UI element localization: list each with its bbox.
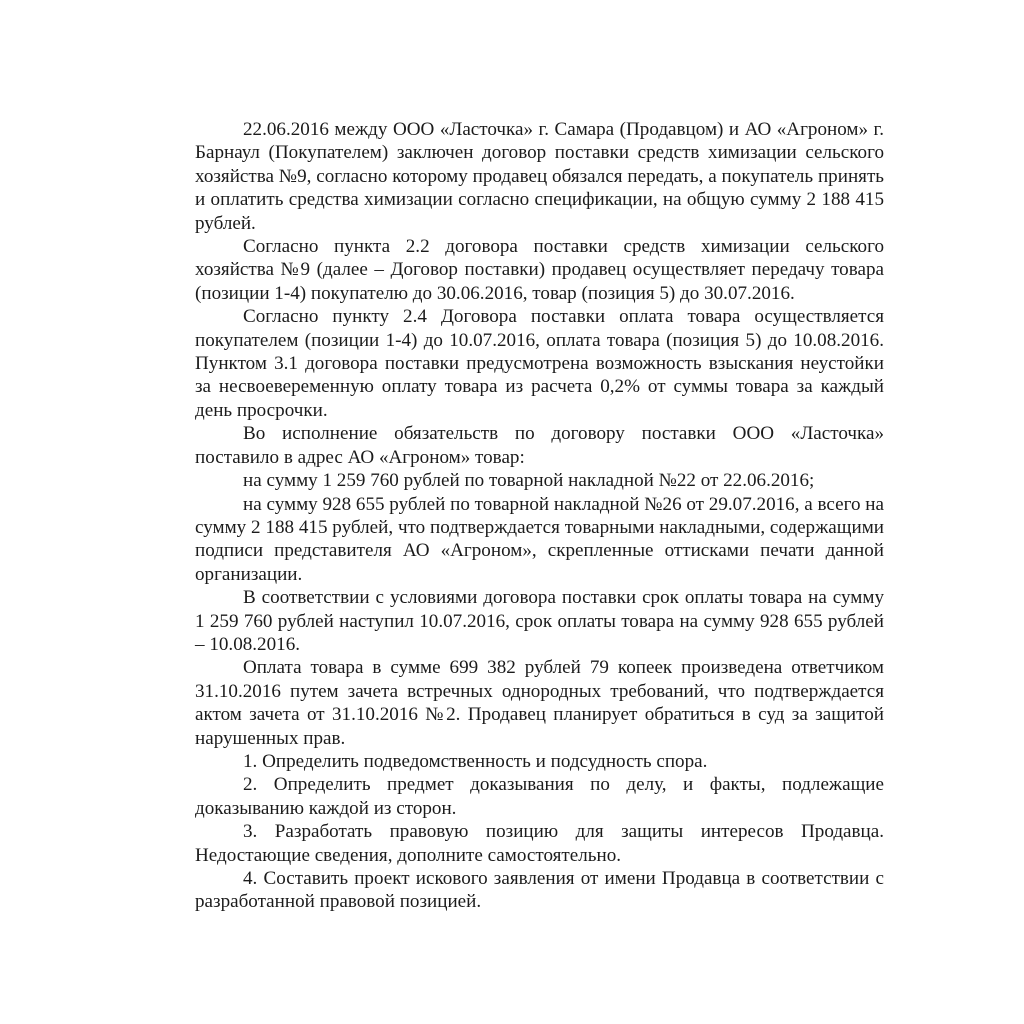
numbered-item: 2. Определить предмет доказывания по делу, и факты, подлежащие доказыванию каждой из сторон. xyxy=(195,774,884,819)
document-text-body xyxy=(195,118,884,914)
paragraph: Согласно пункту 2.4 Договора поставки оплата товара осуществляется покупателем (позиции 1-4) до 10.07.2016, оплата товара (позиция 5) до 10.08.2016. Пунктом 3.1 договора поставки предусмотрена возможность взыскания неустойки за несвоевеременную оплату товара из расчета 0,2% от суммы товара за каждый день просрочки. xyxy=(195,306,884,421)
paragraph: на сумму 928 655 рублей по товарной накладной №26 от 29.07.2016, а всего на сумму 2 188 415 рублей, что подтверждается товарными накладными, содержащими подписи представителя АО «Агроном», скрепленные оттисками печати данной организации. xyxy=(195,493,884,585)
numbered-item: 3. Разработать правовую позицию для защиты интересов Продавца. Недостающие сведения, дополните самостоятельно. xyxy=(195,821,884,866)
paragraph: на сумму 1 259 760 рублей по товарной накладной №22 от 22.06.2016; xyxy=(243,470,815,492)
paragraph: Согласно пункта 2.2 договора поставки средств химизации сельского хозяйства №9 (далее – Договор поставки) продавец осуществляет передачу товара (позиции 1-4) покупателю до 30.06.2016, товар (позиция 5) до 30.07.2016. xyxy=(195,236,884,304)
numbered-item: 1. Определить подведомственность и подсудность спора. xyxy=(243,750,708,772)
numbered-item: 4. Составить проект искового заявления от имени Продавца в соответствии с разработанной правовой позицией. xyxy=(195,868,884,913)
paragraph: 22.06.2016 между ООО «Ласточка» г. Самара (Продавцом) и АО «Агроном» г. Барнаул (Покупателем) заключен договор поставки средств химизации сельского хозяйства №9, согласно которому продавец обязался передать, а покупатель принять и оплатить средства химизации согласно спецификации, на общую сумму 2 188 415 рублей. xyxy=(195,119,884,234)
paragraph: Во исполнение обязательств по договору поставки ООО «Ласточка» поставило в адрес АО «Агроном» товар: xyxy=(195,423,884,468)
paragraph: Оплата товара в сумме 699 382 рублей 79 копеек произведена ответчиком 31.10.2016 путем зачета встречных однородных требований, что подтверждается актом зачета от 31.10.2016 №2. Продавец планирует обратиться в суд за защитой нарушенных прав. xyxy=(195,657,884,749)
paragraph: В соответствии с условиями договора поставки срок оплаты товара на сумму 1 259 760 рублей наступил 10.07.2016, срок оплаты товара на сумму 928 655 рублей – 10.08.2016. xyxy=(195,587,884,655)
